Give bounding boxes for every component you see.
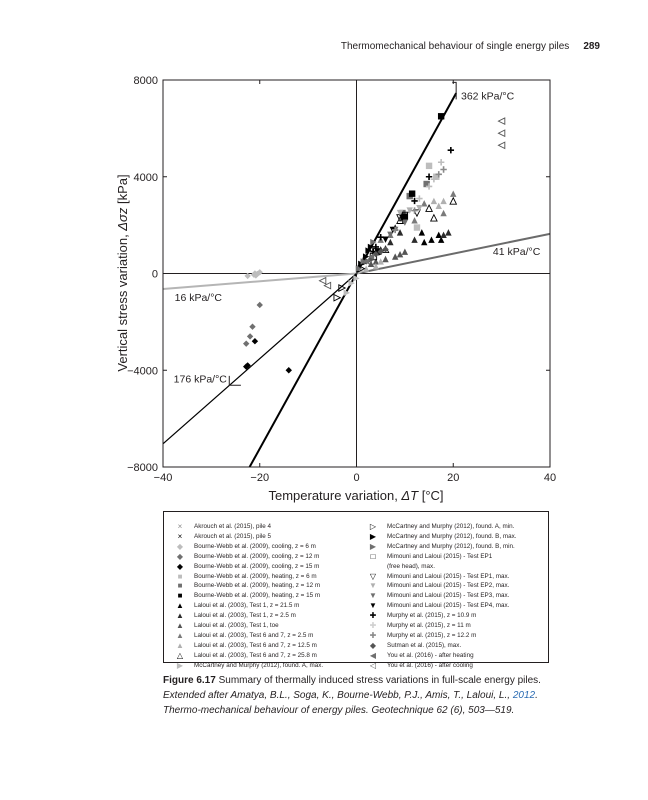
legend-label: Mimouni and Laloui (2015) - Test EP1, max. (387, 572, 510, 580)
legend-label: You et al. (2016) - after heating (387, 651, 474, 659)
slope-label: 41 kPa/°C (492, 245, 541, 258)
legend-marker-icon: ◆ (176, 551, 184, 561)
x-axis-label: Temperature variation, ΔT [°C] (268, 488, 444, 503)
slope-label: 362 kPa/°C (460, 90, 515, 103)
legend-item (174, 661, 354, 671)
legend-label: Akrouch et al. (2015), pile 4 (194, 523, 272, 530)
figure-caption (163, 673, 563, 718)
chart-slope-labels (174, 82, 541, 385)
data-point (411, 236, 417, 242)
data-point (411, 217, 417, 223)
legend-label: Murphy et al. (2015), z = 11 m (387, 622, 471, 630)
chart-ticks (127, 75, 556, 484)
caption-reference-tail: . Thermo-mechanical behaviour of energy piles. Geotechnique 62 (6), 503—519. (163, 690, 538, 716)
data-point (498, 142, 504, 148)
legend-label: McCartney and Murphy (2012), found. B, max. (387, 532, 517, 540)
slope-label: 176 kPa/°C (173, 373, 227, 386)
legend-column-left (174, 522, 354, 671)
legend-item (174, 532, 354, 542)
legend-label: Sutman et al. (2015), max. (387, 641, 462, 649)
legend-item (174, 581, 354, 591)
data-point (257, 302, 263, 308)
legend-label: Laloui et al. (2003), Test 1, z = 21.5 m (194, 602, 300, 610)
legend-item (174, 522, 354, 532)
legend-marker-icon: ✚ (369, 611, 377, 621)
legend-marker-icon: ◆ (369, 640, 377, 650)
legend-marker-icon: ▲ (176, 640, 184, 650)
legend-label: Bourne-Webb et al. (2009), cooling, z = 12 m (194, 552, 320, 560)
legend-item (367, 552, 547, 572)
legend-item (174, 552, 354, 562)
legend-marker-icon: ■ (177, 591, 183, 601)
legend-label: McCartney and Murphy (2012), found. A, min. (387, 523, 515, 530)
legend-item (367, 601, 547, 611)
legend-label: Mimouni and Laloui (2015) - Test EP3, max. (387, 592, 510, 600)
data-point (438, 113, 444, 119)
legend-item (174, 542, 354, 552)
legend-item (174, 591, 354, 601)
legend-item (367, 621, 547, 631)
data-point (428, 236, 434, 242)
legend-label: Bourne-Webb et al. (2009), heating, z = 6 m (194, 572, 317, 580)
legend-marker-icon: ✚ (369, 630, 377, 640)
data-point (402, 249, 408, 255)
legend-item (174, 572, 354, 582)
y-tick-label: 8000 (133, 75, 158, 87)
caption-reference: Extended after Amatya, B.L., Soga, K., Bourne-Webb, P.J., Amis, T., Laloui, L., (163, 690, 513, 701)
y-tick-label: 4000 (133, 171, 158, 184)
legend-label: Laloui et al. (2003), Test 6 and 7, z = 25.8 m (194, 651, 317, 659)
legend-label: Mimouni and Laloui (2015) - Test EP1 (free head), max. (387, 552, 493, 570)
data-point (414, 224, 420, 230)
legend-marker-icon: ■ (177, 571, 183, 581)
data-point (243, 340, 249, 346)
data-point (448, 147, 454, 153)
data-point (249, 324, 255, 330)
legend-label: Laloui et al. (2003), Test 1, z = 2.5 m (194, 612, 296, 620)
legend-item (174, 562, 354, 572)
legend-label: Bourne-Webb et al. (2009), heating, z = 15 m (194, 592, 321, 600)
chart-legend (163, 511, 549, 670)
legend-label: Akrouch et al. (2015), pile 5 (194, 532, 272, 540)
legend-marker-icon: × (177, 531, 183, 541)
legend-marker-icon: ▶ (369, 531, 377, 541)
data-point (450, 190, 456, 196)
legend-marker-icon: ▶ (369, 541, 377, 551)
data-point (498, 130, 504, 136)
legend-marker-icon: ▲ (176, 621, 184, 631)
legend-label: Bourne-Webb et al. (2009), cooling, z = 6 m (194, 542, 316, 550)
legend-item (174, 631, 354, 641)
data-point (440, 210, 446, 216)
caption-title: Summary of thermally induced stress variations in full-scale energy piles. (215, 675, 541, 686)
x-tick-label: 40 (543, 472, 557, 484)
caption-reference-year-link[interactable]: 2012 (512, 690, 536, 701)
y-tick-label: 0 (151, 268, 158, 281)
legend-marker-icon: ✚ (369, 621, 377, 631)
legend-item (367, 661, 547, 671)
legend-marker-icon: ▶ (176, 660, 184, 670)
legend-marker-icon: ▲ (176, 611, 184, 621)
x-tick-label: −40 (153, 472, 173, 484)
legend-item (174, 621, 354, 631)
legend-item (174, 641, 354, 651)
chart-points (243, 113, 505, 373)
legend-marker-icon: □ (370, 551, 376, 561)
data-point (431, 198, 437, 204)
x-tick-label: 0 (353, 472, 360, 484)
data-point (440, 166, 446, 172)
y-tick-label: −8000 (127, 462, 158, 474)
legend-label: Murphy et al. (2015), z = 12.2 m (387, 631, 477, 639)
data-point (450, 198, 456, 204)
legend-marker-icon: ◆ (176, 561, 184, 571)
page-number: 289 (583, 41, 600, 52)
legend-label: You et al. (2016) - after cooling (387, 661, 473, 669)
legend-item (367, 532, 547, 542)
trend-line (163, 274, 357, 289)
legend-marker-icon: ▼ (369, 581, 377, 591)
legend-item (367, 611, 547, 621)
legend-item (367, 651, 547, 661)
data-point (286, 367, 292, 373)
legend-marker-icon: ▲ (176, 630, 184, 640)
legend-label: Laloui et al. (2003), Test 1, toe (194, 622, 279, 630)
legend-label: Murphy et al. (2015), z = 10.9 m (387, 612, 477, 620)
x-tick-label: −20 (250, 472, 270, 484)
data-point (440, 198, 446, 204)
legend-label: Bourne-Webb et al. (2009), cooling, z = 15 m (194, 562, 320, 570)
data-point (334, 294, 340, 300)
data-point (438, 159, 444, 165)
legend-item (367, 641, 547, 651)
legend-label: Laloui et al. (2003), Test 6 and 7, z = 2.5 m (194, 631, 314, 639)
legend-item (367, 591, 547, 601)
data-point (498, 118, 504, 124)
data-point (387, 239, 393, 245)
legend-column-right (367, 522, 547, 671)
legend-item (367, 631, 547, 641)
legend-label: Mimouni and Laloui (2015) - Test EP2, max. (387, 582, 510, 590)
legend-marker-icon: ▷ (369, 522, 377, 531)
legend-marker-icon: △ (176, 650, 184, 660)
legend-label: Laloui et al. (2003), Test 6 and 7, z = 12.5 m (194, 641, 317, 649)
legend-item (174, 601, 354, 611)
legend-item (367, 542, 547, 552)
data-point (421, 239, 427, 245)
y-tick-label: −4000 (127, 365, 158, 378)
legend-label: Bourne-Webb et al. (2009), heating, z = 12 m (194, 582, 321, 590)
legend-item (174, 611, 354, 621)
legend-item (367, 522, 547, 532)
data-point (426, 163, 432, 169)
legend-marker-icon: ▽ (369, 571, 377, 581)
data-point (252, 338, 258, 344)
legend-label: Mimouni and Laloui (2015) - Test EP4, max. (387, 602, 510, 610)
legend-marker-icon: ■ (177, 581, 183, 591)
data-point (409, 190, 415, 196)
legend-marker-icon: ▲ (176, 601, 184, 611)
data-point (382, 256, 388, 262)
running-head-title: Thermomechanical behaviour of single energy piles (340, 41, 570, 52)
x-tick-label: 20 (447, 472, 460, 484)
caption-label: Figure 6.17 (163, 675, 216, 686)
legend-marker-icon: ▼ (369, 591, 377, 601)
legend-marker-icon: ▼ (369, 601, 377, 611)
data-point (431, 215, 437, 221)
legend-item (174, 651, 354, 661)
legend-marker-icon: ◀ (369, 650, 377, 660)
legend-marker-icon: ◆ (176, 541, 184, 551)
legend-marker-icon: ◁ (369, 660, 377, 670)
y-axis-label: Vertical stress variation, Δσz [kPa] (115, 174, 130, 372)
data-point (319, 278, 325, 284)
legend-item (367, 581, 547, 591)
data-point (445, 229, 451, 235)
legend-item (367, 572, 547, 582)
legend-label: McCartney and Murphy (2012), found. A, max. (194, 661, 324, 669)
data-point (247, 333, 253, 339)
slope-label: 16 kPa/°C (174, 291, 223, 304)
legend-label: McCartney and Murphy (2012), found. B, min. (387, 542, 515, 550)
legend-marker-icon: × (177, 522, 183, 531)
